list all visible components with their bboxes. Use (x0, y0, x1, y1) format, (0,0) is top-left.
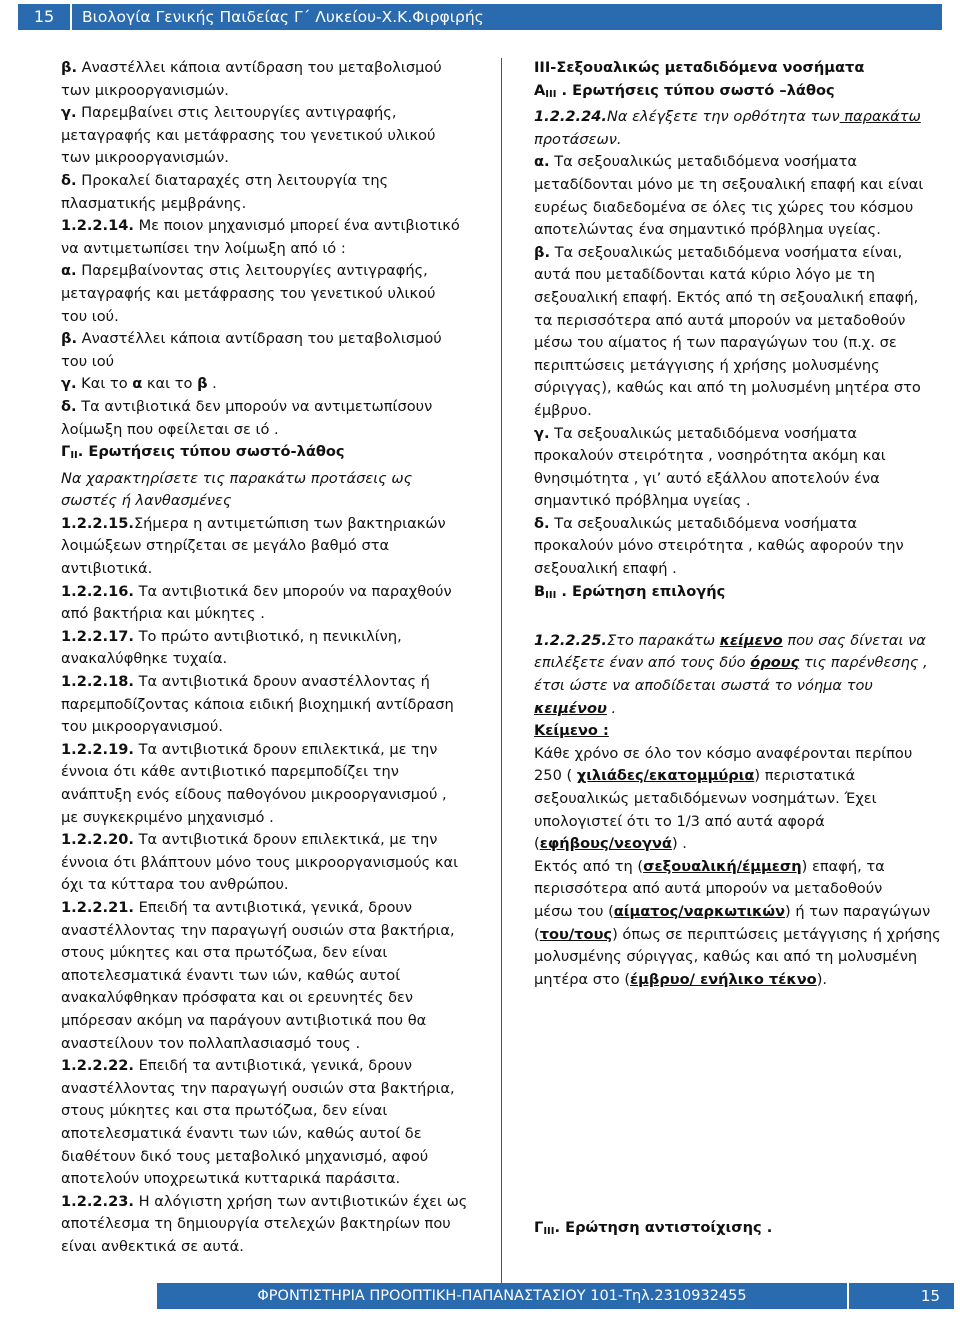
option-g-line: γ. Τα σεξουαλικώς μεταδιδόμενα νοσήματα (534, 424, 857, 442)
option-d-line: δ. Τα αντιβιοτικά δεν μπορούν να αντιμετωπίσουν (61, 397, 433, 415)
question-24: 1.2.2.24.Να ελέγξετε την ορθότητα των παρακάτω (534, 108, 921, 126)
option-b-line: β. Αναστέλλει κάποια αντίδραση του μεταβολισμού (61, 59, 442, 76)
page-header (18, 4, 942, 30)
text-line: μέσω του αίματος ή των παραγώγων του (π.χ. σε (534, 334, 897, 352)
text-line: τα περισσότερα από αυτά μπορούν να μεταδοθούν (534, 311, 906, 329)
option-b-line: β. Αναστέλλει κάποια αντίδραση του μεταβολισμού (61, 330, 442, 348)
page-footer (157, 1283, 954, 1309)
text-line: του ιού. (61, 307, 119, 325)
text-line: του ιού (61, 352, 115, 370)
text-line: θνησιμότητα , γι’ αυτό εξάλλου αποτελούν ένα (534, 469, 880, 487)
text-line: μεταγραφής και μετάφρασης του γενετικού υλικού (61, 126, 436, 144)
footer-page-number: 15 (920, 1287, 940, 1305)
instruction-line: προτάσεων. (534, 130, 622, 148)
text-line: πλασματικής μεμβράνης. (61, 194, 247, 212)
column-divider (501, 58, 502, 1283)
question-18: 1.2.2.18. Τα αντιβιοτικά δρουν αναστέλλοντας ή (61, 673, 430, 691)
section-heading-iii: ΙΙΙ-Σεξουαλικώς μεταδιδόμενα νοσήματα (534, 59, 865, 76)
text-line: σύριγγας), καθώς και από τη μολυσμένη μητέρα στο (534, 379, 921, 397)
text-line: στους μύκητες και στα πρωτόζωα, δεν είναι (61, 1102, 388, 1120)
text-line: προκαλούν στειρότητα , νοσηρότητα ακόμη και (534, 447, 886, 465)
text-line: περιπτώσεις μετάγγισης ή χρήσης μολυσμένης (534, 356, 880, 374)
text-line: έννοια ότι βλάπτουν μόνο τους μικροοργανισμούς και (61, 853, 459, 871)
question-14: 1.2.2.14. Με ποιον μηχανισμό μπορεί ένα αντιβιοτικό (61, 217, 460, 235)
text-line: αποτελώντας ένα σημαντικό πρόβλημα υγείας. (534, 221, 881, 239)
section-heading-b3: $B_{III}$ . Ερώτηση επιλογής (534, 582, 726, 601)
choice-line: μητέρα στο (έμβρυο/ ενήλικο τέκνο). (534, 970, 828, 988)
choice-line: (εφήβους/νεογνά) . (534, 835, 687, 853)
text-line: αποτελεσματικά έναντι των ιών, καθώς αυτοί δε (61, 1124, 422, 1142)
header-title: Βιολογία Γενικής Παιδείας Γ΄ Λυκείου-Χ.Κ.Φιρφιρής (82, 8, 484, 26)
question-20: 1.2.2.20. Τα αντιβιοτικά δρουν επιλεκτικά, με την (61, 831, 438, 849)
text-line: αντιβιοτικά. (61, 560, 153, 578)
text-line: στους μύκητες και στα πρωτόζωα, δεν είναι (61, 944, 388, 962)
text-line: αναστείλουν τον πολλαπλασιασμό τους . (61, 1034, 361, 1052)
text-line: αναστέλλοντας την παραγωγή ουσιών στα βακτήρια, (61, 1079, 455, 1097)
instruction-line: σωστές ή λανθασμένες (61, 492, 232, 510)
header-page-number: 15 (18, 4, 72, 30)
spacer (534, 991, 934, 1217)
option-d-line: δ. Τα σεξουαλικώς μεταδιδόμενα νοσήματα (534, 514, 858, 532)
text-line: των μικροοργανισμών. (61, 81, 229, 99)
text-line: υπολογιστεί ότι το 1/3 από αυτά αφορά (534, 812, 825, 830)
text-line: λοίμωξη που οφείλεται σε ιό . (61, 420, 279, 438)
text-line: αποτελεσματικά έναντι των ιών, καθώς αυτοί (61, 966, 401, 984)
text-line: των μικροοργανισμών. (61, 149, 229, 167)
text-line: σημαντικό πρόβλημα υγείας . (534, 492, 751, 510)
text-line: αυτά που μεταδίδονται κατά κύριο λόγο με τη (534, 266, 876, 284)
text-line: προκαλούν μόνο στειρότητα , καθώς αφορούν την (534, 537, 904, 555)
text-line: ανακαλύφθηκαν πρόσφατα και οι ερευνητές δεν (61, 989, 414, 1007)
question-19: 1.2.2.19. Τα αντιβιοτικά δρουν επιλεκτικά, με την (61, 740, 438, 758)
right-column (534, 57, 941, 1244)
section-heading-g3: $\Gamma_{III}$. Ερώτηση αντιστοίχισης . (534, 1219, 773, 1238)
text-line: από βακτήρια και μύκητες . (61, 605, 265, 623)
choice-line: (του/τους) όπως σε περιπτώσεις μετάγγισης ή χρήσης (534, 925, 941, 943)
text-line: έννοια ότι κάθε αντιβιοτικό παρεμποδίζει την (61, 763, 399, 781)
text-line: Κάθε χρόνο σε όλο τον κόσμο αναφέρονται περίπου (534, 744, 913, 762)
question-23: 1.2.2.23. Η αλόγιστη χρήση των αντιβιοτικών έχει ως (61, 1192, 468, 1210)
text-line: παρεμποδίζοντας κάποια ειδική βιοχημική αντίδραση (61, 695, 454, 713)
text-line: είναι ανθεκτικά σε αυτά. (61, 1237, 244, 1255)
option-g-line: γ. Παρεμβαίνει στις λειτουργίες αντιγραφής, (61, 104, 397, 122)
instruction-line: έτσι ώστε να αποδίδεται σωστά το νόημα του (534, 677, 873, 695)
spacer (534, 607, 934, 630)
text-line: μεταδίδονται μόνο με τη σεξουαλική επαφή και είναι (534, 175, 924, 193)
text-line: ανάπτυξη ενός είδους παθογόνου μικροοργανισμού , (61, 786, 447, 803)
option-a-line: α. Παρεμβαίνοντας στις λειτουργίες αντιγραφής, (61, 262, 428, 280)
text-line: μπόρεσαν ακόμη να παράγουν αντιβιοτικά που θα (61, 1011, 427, 1029)
option-g-line: γ. Και το α και το β . (61, 375, 217, 393)
question-22: 1.2.2.22. Επειδή τα αντιβιοτικά, γενικά, δρουν (61, 1057, 413, 1075)
option-d-line: δ. Προκαλεί διαταραχές στη λειτουργία της (61, 171, 389, 189)
choice-line: Εκτός από τη (σεξουαλική/έμμεση) επαφή, τα (534, 857, 885, 875)
text-line: αποτέλεσμα τη δημιουργία στελεχών βακτηρίων που (61, 1215, 451, 1233)
instruction-line: κειμένου . (534, 699, 617, 717)
text-line: διαθέτουν δικό τους μεταβολικό μηχανισμό, αφού (61, 1147, 429, 1165)
question-25: 1.2.2.25.Στο παρακάτω κείμενο που σας δίνεται να (534, 631, 926, 649)
footer-text: ΦΡΟΝΤΙΣΤΗΡΙΑ ΠΡΟΟΠΤΙΚΗ-ΠΑΠΑΝΑΣΤΑΣΙΟΥ 101-Τηλ.2310932455 (157, 1283, 849, 1309)
text-line: έμβρυο. (534, 401, 592, 419)
text-line: ευρέως διαδεδομένα σε όλες τις χώρες του κόσμου (534, 198, 914, 216)
text-line: αποτελούν υποχρεωτικά κυτταρικά παράσιτα. (61, 1170, 401, 1188)
option-a-line: α. Τα σεξουαλικώς μεταδιδόμενα νοσήματα (534, 153, 858, 171)
question-15: 1.2.2.15.Σήμερα η αντιμετώπιση των βακτηριακών (61, 514, 446, 532)
text-line: μολυσμένης σύριγγας, καθώς και από τη μολυσμένη (534, 948, 918, 966)
text-label: Κείμενο : (534, 722, 609, 740)
instruction-line: επιλέξετε έναν από τους δύο όρους τις παρένθεσης , (534, 654, 928, 672)
section-heading-g2: $\Gamma_{II}$. Ερωτήσεις τύπου σωστό-λάθος (61, 443, 345, 462)
text-line: σεξουαλικώς μεταδιδόμενων νοσημάτων. Έχει (534, 790, 877, 807)
question-17: 1.2.2.17. Το πρώτο αντιβιοτικό, η πενικιλίνη, (61, 627, 402, 645)
section-heading-a3: $A_{III}$ . Ερωτήσεις τύπου σωστό –λάθος (534, 81, 835, 100)
choice-line: μέσω του (αίματος/ναρκωτικών) ή των παραγώγων (534, 902, 931, 920)
text-line: με συγκεκριμένο μηχανισμό . (61, 808, 274, 826)
text-line: ανακαλύφθηκε τυχαία. (61, 650, 228, 668)
option-b-line: β. Τα σεξουαλικώς μεταδιδόμενα νοσήματα είναι, (534, 243, 903, 261)
text-line: περισσότερα από αυτά μπορούν να μεταδοθούν (534, 880, 883, 898)
text-line: μεταγραφής και μετάφρασης του γενετικού υλικού (61, 284, 436, 302)
question-21: 1.2.2.21. Επειδή τα αντιβιοτικά, γενικά, δρουν (61, 898, 413, 916)
instruction-line: Να χαρακτηρίσετε τις παρακάτω προτάσεις ως (61, 469, 413, 487)
question-16: 1.2.2.16. Τα αντιβιοτικά δεν μπορούν να παραχθούν (61, 582, 452, 600)
text-line: του μικροοργανισμού. (61, 718, 223, 736)
text-line: σεξουαλική επαφή. Εκτός από τη σεξουαλική επαφή, (534, 288, 919, 306)
text-line: αναστέλλοντας την παραγωγή ουσιών στα βακτήρια, (61, 921, 455, 939)
text-line: να αντιμετωπίσει την λοίμωξη από ιό : (61, 239, 346, 257)
text-line: σεξουαλική επαφή . (534, 560, 677, 578)
left-column (61, 57, 491, 1258)
text-line: λοιμώξεων στηρίζεται σε μεγάλο βαθμό στα (61, 537, 390, 555)
choice-line: 250 ( χιλιάδες/εκατομμύρια) περιστατικά (534, 767, 856, 785)
text-line: όχι τα κύτταρα του ανθρώπου. (61, 876, 289, 894)
